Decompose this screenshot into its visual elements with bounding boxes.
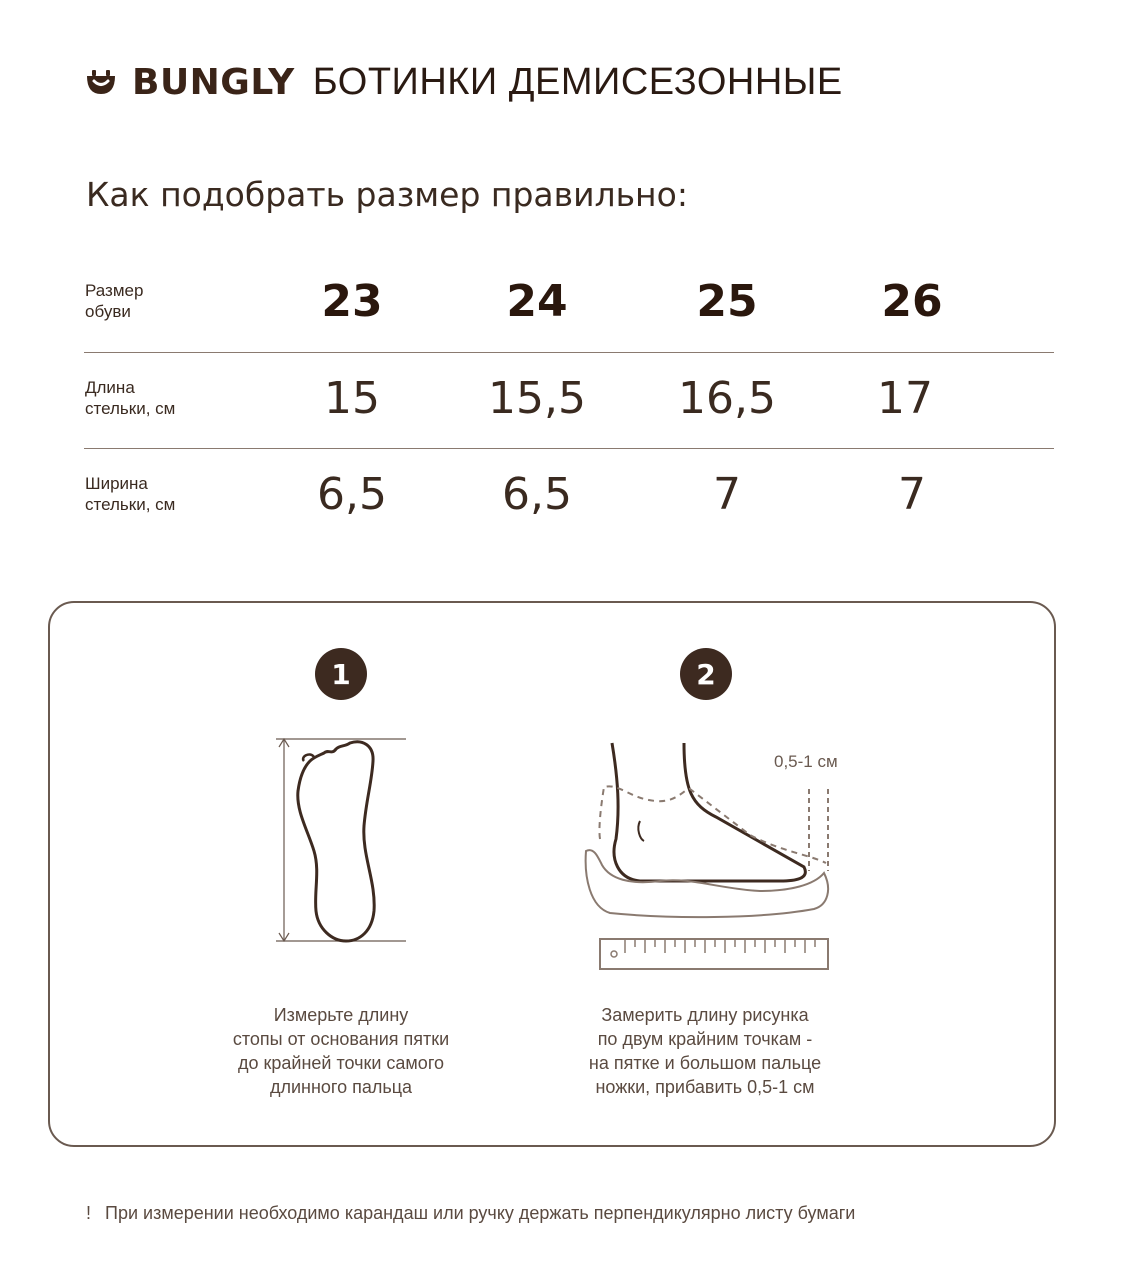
table-cell: 15: [324, 373, 380, 424]
table-cell: 23: [321, 276, 383, 327]
row-divider: [84, 352, 1054, 353]
product-title: БОТИНКИ ДЕМИСЕЗОННЫЕ: [312, 60, 843, 103]
row-label-width: Ширина стельки, см: [85, 474, 176, 514]
table-cell: 24: [506, 276, 568, 327]
table-cell: 25: [696, 276, 758, 327]
table-row-length: [84, 359, 1054, 454]
foot-in-shoe-ruler-icon: [580, 739, 840, 974]
step-2-caption: Замерить длину рисунка по двум крайним точкам - на пятке и большом пальце ножки, прибавить 0,5-1 см: [588, 1005, 822, 1097]
size-table: [84, 262, 1054, 520]
foot-outline-measure-icon: [270, 731, 410, 946]
header: [84, 60, 843, 104]
table-cell: 7: [898, 469, 926, 520]
table-cell: 16,5: [678, 373, 776, 424]
step-1-badge: 1: [315, 648, 367, 700]
row-label-size: Размер обуви: [85, 281, 144, 321]
table-row-size: [84, 262, 1054, 357]
step-2-badge: 2: [680, 648, 732, 700]
instructions-panel: [48, 601, 1056, 1147]
table-cell: 6,5: [502, 469, 572, 520]
table-cell: 26: [881, 276, 943, 327]
table-cell: 6,5: [317, 469, 387, 520]
footnote: [86, 1203, 855, 1224]
brand-name: BUNGLY: [132, 61, 295, 103]
table-cell: 15,5: [488, 373, 586, 424]
table-cell: 7: [713, 469, 741, 520]
row-label-length: Длина стельки, см: [85, 378, 176, 418]
measure-annotation: 0,5-1 см: [774, 752, 838, 771]
footnote-text: При измерении необходимо карандаш или ручку держать перпендикулярно листу бумаги: [105, 1203, 856, 1223]
step-1-caption: Измерьте длину стопы от основания пятки до крайней точки самого длинного пальца: [232, 1005, 450, 1097]
row-divider: [84, 448, 1054, 449]
page-subtitle: Как подобрать размер правильно:: [86, 175, 688, 214]
table-cell: 17: [877, 373, 933, 424]
smile-cup-icon: [84, 67, 118, 97]
warning-mark: !: [86, 1203, 92, 1223]
table-row-width: [84, 455, 1054, 550]
